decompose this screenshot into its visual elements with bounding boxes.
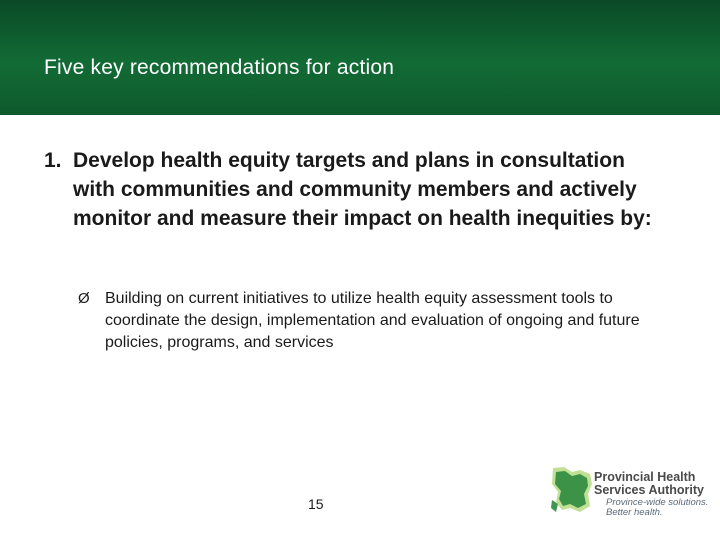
sub-bullet-text: Building on current initiatives to utilize health equity assessment tools to coordinate the design, implementation and evaluation of ongoing and future policies, programs, and services (105, 290, 640, 351)
phsa-logo (550, 464, 710, 520)
slide-header (0, 0, 720, 115)
logo-tagline: Province-wide solutions. Better health. (606, 497, 709, 518)
slide-title: Five key recommendations for action (44, 56, 395, 79)
bc-map-icon (550, 464, 594, 516)
logo-name: Provincial Health Services Authority (594, 470, 704, 497)
sub-bullet (78, 288, 688, 354)
recommendation-text: Develop health equity targets and plans in consultation with communities and community members and actively monitor and measure their impact on health inequities by: (73, 149, 652, 230)
page-number: 15 (308, 496, 324, 512)
arrow-bullet-icon: Ø (78, 290, 90, 307)
recommendation-item (44, 146, 654, 233)
recommendation-number: 1. (44, 149, 62, 172)
